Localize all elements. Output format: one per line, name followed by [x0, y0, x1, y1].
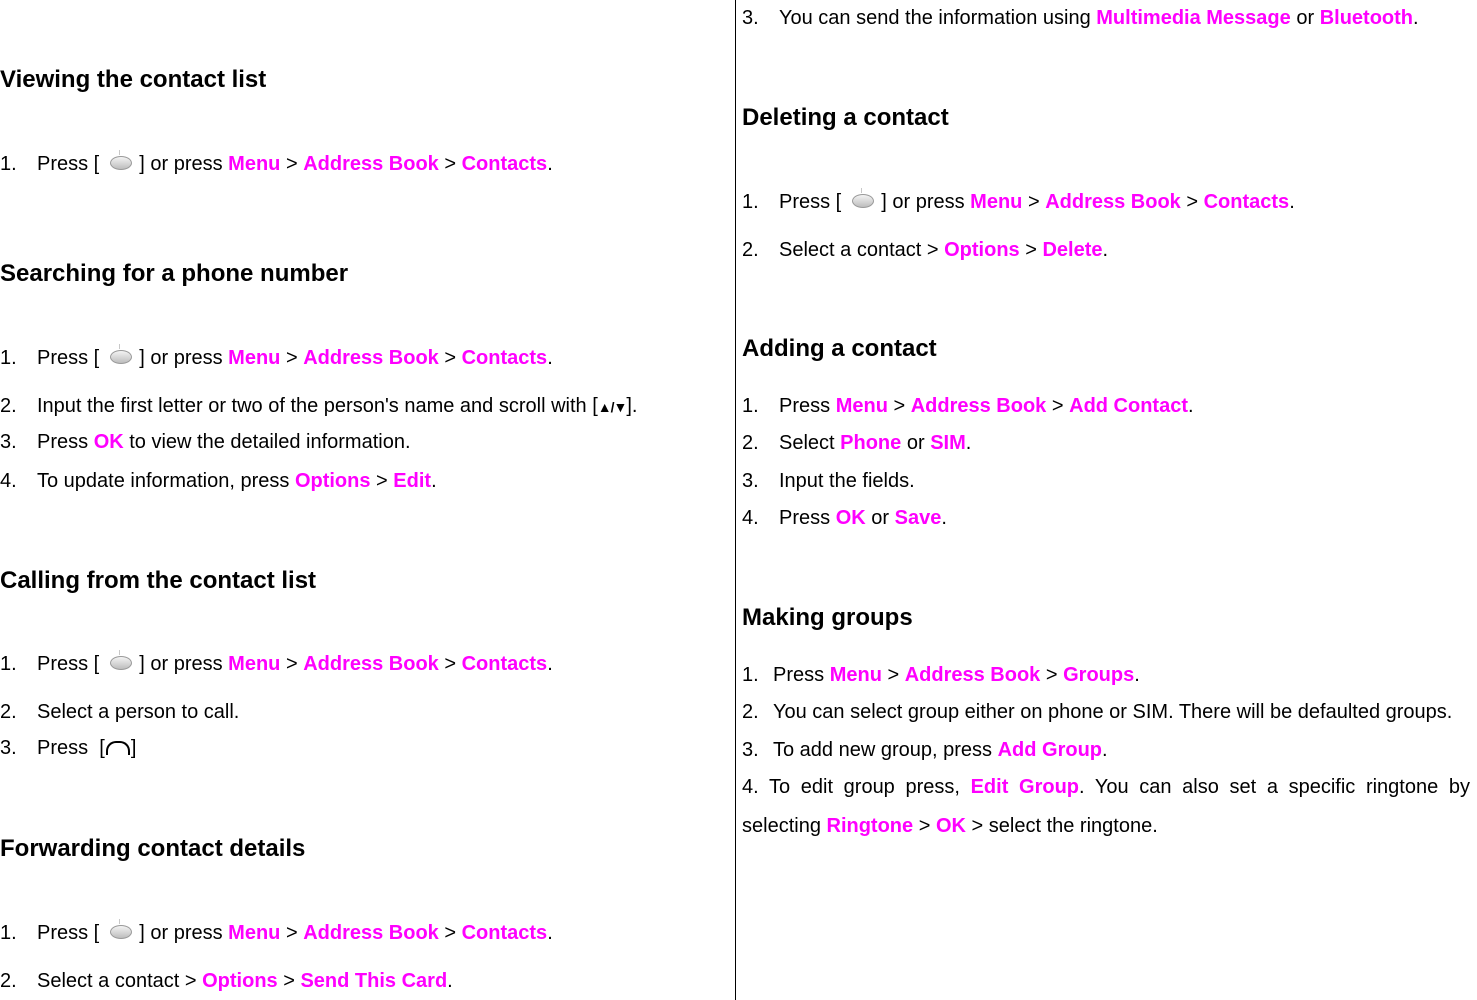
groups-step-4: 4. To edit group press, Edit Group. You can also set a specific ringtone by	[742, 776, 1470, 798]
add-step-4: 4. Press OK or Save.	[742, 507, 947, 529]
address-book-key-icon	[99, 150, 139, 176]
right-column	[742, 0, 1477, 1000]
heading-making-groups: Making groups	[742, 604, 913, 631]
left-column	[0, 0, 722, 1000]
groups-step-3: 3. To add new group, press Add Group.	[742, 739, 1108, 761]
address-book-key-icon	[99, 650, 139, 676]
forward-step-1: 1. Press [ ] or press Menu > Address Book > Contacts.	[0, 919, 553, 946]
search-step-1: 1. Press [ ] or press Menu > Address Book > Contacts.	[0, 344, 553, 371]
heading-viewing-contact-list: Viewing the contact list	[0, 66, 267, 93]
forward-step-2: 2. Select a contact > Options > Send This Card.	[0, 970, 453, 992]
heading-forwarding-contact-details: Forwarding contact details	[0, 835, 306, 862]
address-book-key-icon	[99, 919, 139, 945]
heading-searching-phone-number: Searching for a phone number	[0, 260, 349, 287]
call-step-2: 2. Select a person to call.	[0, 701, 240, 723]
call-step-1: 1. Press [ ] or press Menu > Address Book > Contacts.	[0, 650, 553, 677]
add-step-3: 3. Input the fields.	[742, 470, 915, 492]
add-step-1: 1. Press Menu > Address Book > Add Contact.	[742, 395, 1194, 417]
call-key-icon	[106, 741, 130, 755]
address-book-key-icon	[841, 188, 881, 214]
groups-step-4-continued: selecting Ringtone > OK > select the ringtone.	[742, 815, 1158, 837]
call-step-3: 3. Press [ ]	[0, 737, 137, 759]
groups-step-2: 2. You can select group either on phone or SIM. There will be defaulted groups.	[742, 701, 1453, 723]
heading-adding-contact: Adding a contact	[742, 335, 937, 362]
delete-step-1: 1. Press [ ] or press Menu > Address Book > Contacts.	[742, 188, 1295, 215]
address-book-key-icon	[99, 344, 139, 370]
delete-step-2: 2. Select a contact > Options > Delete.	[742, 239, 1109, 261]
search-step-2: 2. Input the first letter or two of the person's name and scroll with [▲/▼].	[0, 395, 638, 417]
search-step-4: 4. To update information, press Options > Edit.	[0, 470, 437, 492]
column-divider	[735, 0, 736, 1000]
heading-deleting-contact: Deleting a contact	[742, 104, 949, 131]
up-down-scroll-icon: ▲/▼	[597, 399, 627, 415]
search-step-3: 3. Press OK to view the detailed information.	[0, 431, 411, 453]
forward-step-3: 3. You can send the information using Multimedia Message or Bluetooth.	[742, 7, 1419, 29]
groups-step-1: 1. Press Menu > Address Book > Groups.	[742, 664, 1140, 686]
add-step-2: 2. Select Phone or SIM.	[742, 432, 972, 454]
heading-calling-from-contact-list: Calling from the contact list	[0, 567, 317, 594]
view-step-1: 1. Press [ ] or press Menu > Address Book > Contacts.	[0, 150, 553, 177]
